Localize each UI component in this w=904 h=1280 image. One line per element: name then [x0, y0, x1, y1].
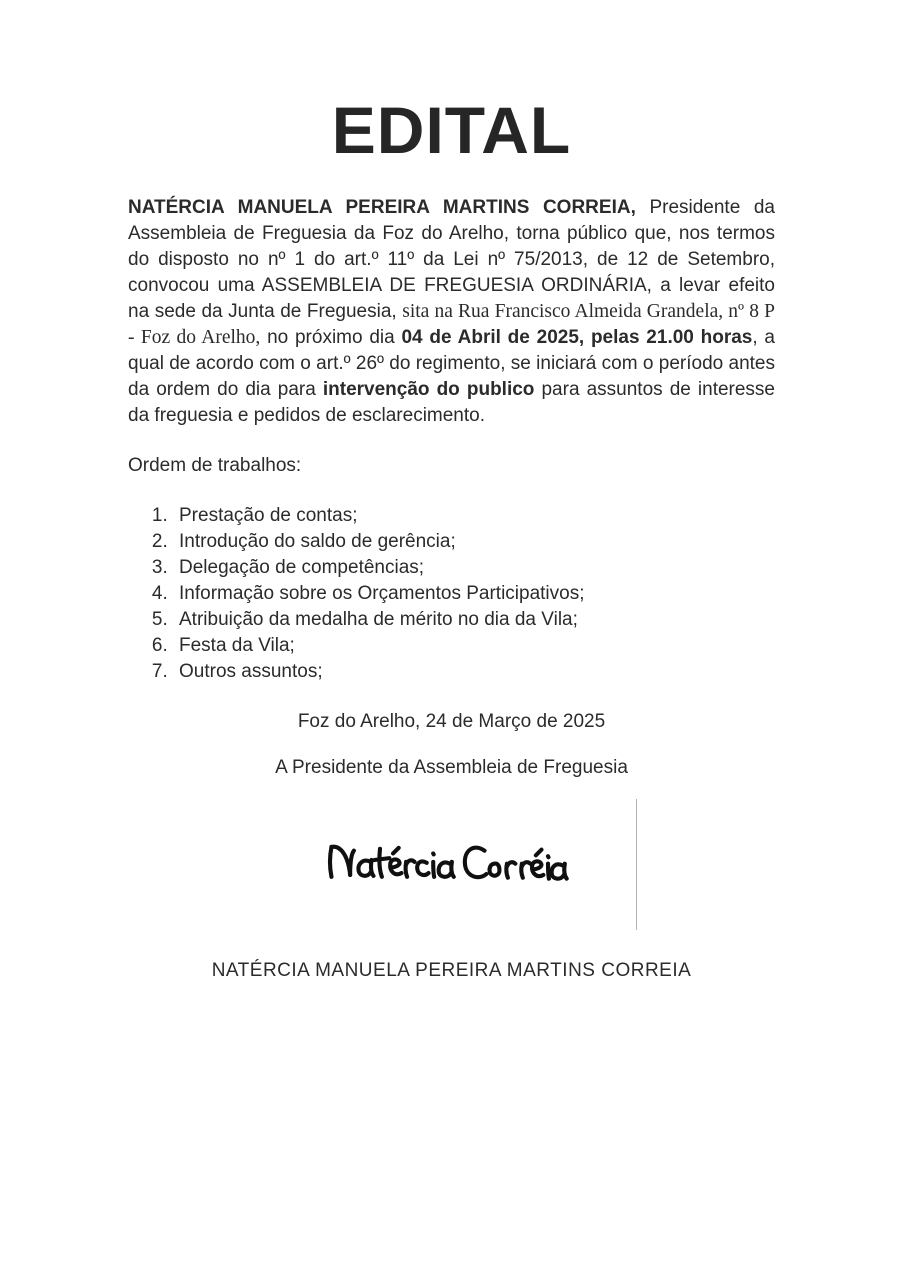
text-segment: , a qual de acordo com o art.º 26º do regimento, se iniciará com o período antes da ordem do dia para [128, 327, 775, 401]
text-segment: no próximo dia [260, 327, 402, 349]
text-segment: Presidente da Assembleia de Freguesia da Foz do Arelho, torna público que, nos termos do disposto no nº 1 do art.º 11º da Lei nº 75/2013, de 12 de Setembro, convocou uma ASSEMBLEIA DE FREGUESIA ORDINÁRIA, a levar efeito na sede da Junta de Freguesia, [128, 197, 775, 323]
agenda-item: 1. Prestação de contas; [173, 503, 775, 529]
text-segment: 04 de Abril de 2025, pelas 21.00 horas [401, 327, 753, 349]
agenda-item: 6. Festa da Vila; [173, 633, 775, 659]
signature-vertical-line [636, 799, 637, 930]
dateline: Foz do Arelho, 24 de Março de 2025 [297, 711, 606, 733]
signature-block [128, 799, 775, 934]
text-segment: sita na Rua Francisco Almeida Grandela, nº 8 P - Foz do Arelho, [128, 301, 776, 349]
handwritten-signature [324, 829, 576, 891]
agenda-item: 4. Informação sobre os Orçamentos Participativos; [173, 581, 775, 607]
body-paragraph [128, 195, 775, 429]
signatory-role-line: A Presidente da Assembleia de Freguesia [275, 757, 628, 779]
agenda-item: 3. Delegação de competências; [173, 555, 775, 581]
agenda-item: 5. Atribuição da medalha de mérito no dia da Vila; [173, 607, 775, 633]
text-segment: intervenção do publico [322, 379, 535, 401]
text-segment: NATÉRCIA MANUELA PEREIRA MARTINS CORREIA, [128, 197, 636, 219]
printed-signatory-name: NATÉRCIA MANUELA PEREIRA MARTINS CORREIA [211, 960, 692, 982]
agenda-item: 2. Introdução do saldo de gerência; [173, 529, 775, 555]
agenda-heading: Ordem de trabalhos: [128, 455, 302, 477]
page-title: EDITAL [331, 93, 572, 167]
agenda-item: 7. Outros assuntos; [173, 659, 775, 685]
agenda-list [128, 503, 775, 685]
text-segment: para assuntos de interesse da freguesia e pedidos de esclarecimento. [128, 379, 775, 427]
